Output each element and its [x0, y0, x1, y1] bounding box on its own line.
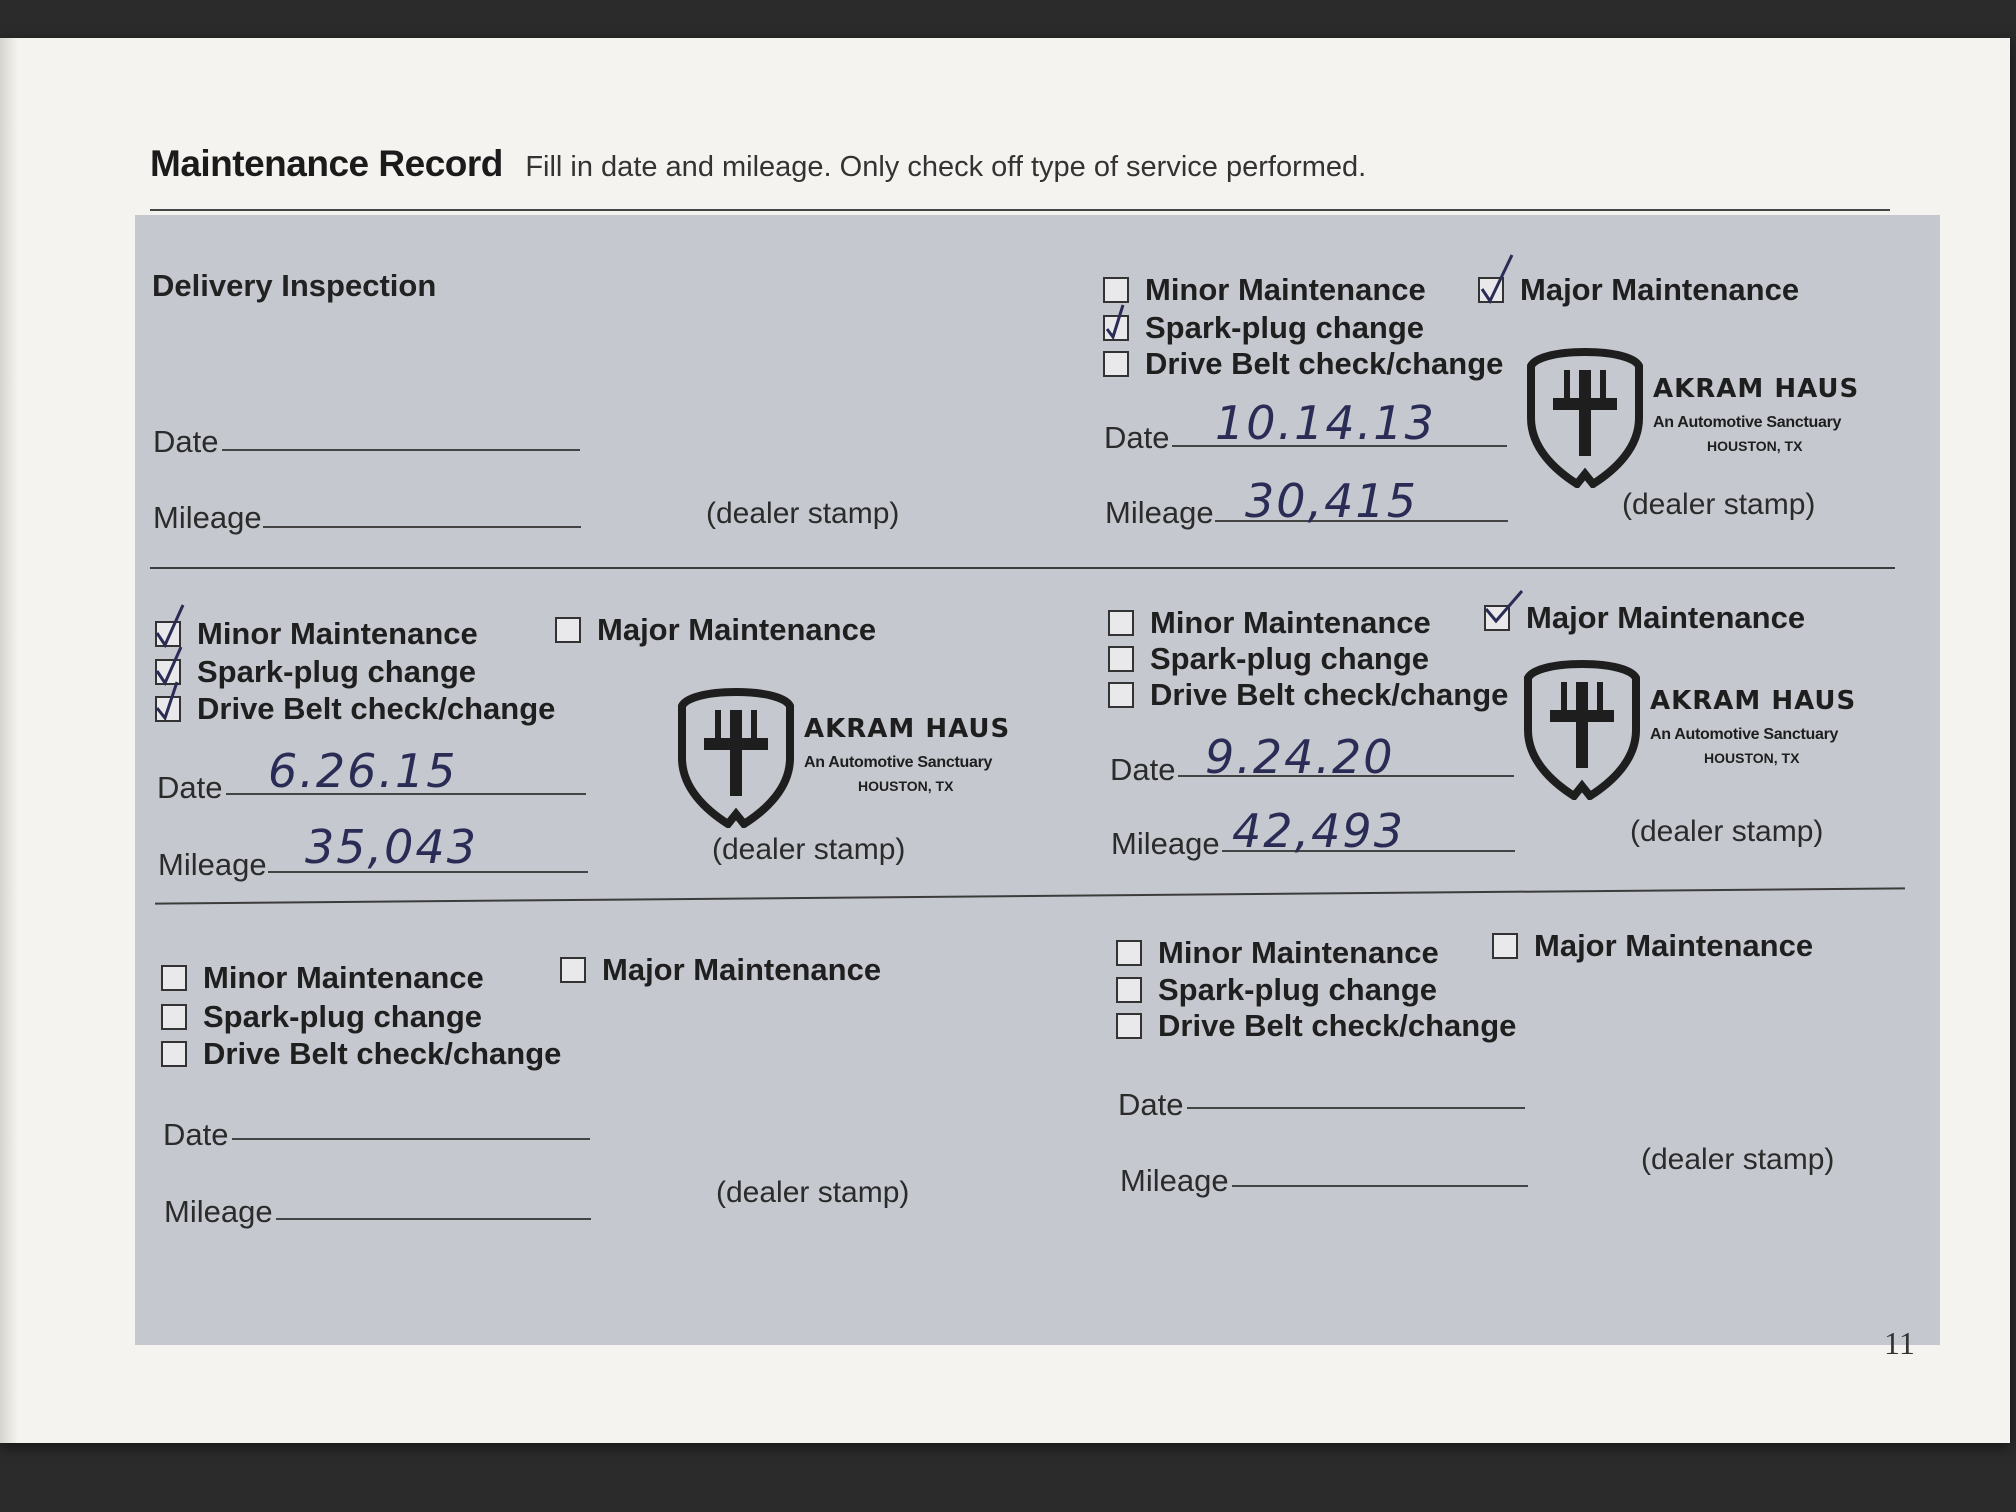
stamp-brand: AKRAM HAUS	[1653, 374, 1860, 404]
row-divider-1	[150, 567, 1895, 569]
check-mark-icon	[153, 678, 197, 726]
checkbox-box	[1116, 977, 1142, 1003]
r5-spark-checkbox[interactable]	[1116, 972, 1437, 1008]
r3-major-checkbox[interactable]	[1484, 600, 1805, 636]
check-mark-icon	[1476, 259, 1520, 307]
r4-minor-checkbox[interactable]	[161, 960, 484, 996]
r1-mileage-value[interactable]: 30,415	[1245, 474, 1418, 528]
r1-dealer-stamp	[1525, 348, 1865, 498]
delivery-dealer-stamp-label: (dealer stamp)	[706, 497, 900, 530]
r4-date-label: Date	[163, 1117, 229, 1152]
stamp-tagline: An Automotive Sanctuary	[804, 754, 993, 771]
check-mark-icon	[1482, 587, 1526, 635]
checkbox-box	[1103, 351, 1129, 377]
r2-dealer-stamp	[676, 688, 1016, 838]
r2-major-checkbox[interactable]	[555, 612, 876, 648]
delivery-inspection-title: Delivery Inspection	[152, 268, 437, 303]
r4-mileage-line	[276, 1218, 591, 1220]
r2-minor-label: Minor Maintenance	[197, 616, 478, 651]
r3-belt-checkbox[interactable]	[1108, 677, 1508, 713]
stamp-location: HOUSTON, TX	[1704, 750, 1800, 766]
r1-minor-checkbox[interactable]	[1103, 272, 1426, 308]
r2-minor-checkbox[interactable]	[155, 616, 478, 652]
r5-major-label: Major Maintenance	[1534, 928, 1814, 963]
r2-mileage-label: Mileage	[158, 847, 267, 882]
page-number: 11	[1884, 1325, 1915, 1361]
r4-belt-checkbox[interactable]	[161, 1036, 561, 1072]
stamp-tagline: An Automotive Sanctuary	[1650, 726, 1839, 743]
delivery-date-label: Date	[153, 424, 219, 459]
r2-dealer-stamp-label: (dealer stamp)	[712, 833, 906, 866]
r4-spark-label: Spark-plug change	[203, 999, 483, 1034]
shield-logo-icon	[1522, 660, 1642, 800]
stamp-location: HOUSTON, TX	[858, 778, 954, 794]
shield-logo-icon	[1525, 348, 1645, 488]
r3-minor-label: Minor Maintenance	[1150, 605, 1431, 640]
header	[150, 143, 1890, 185]
r3-spark-checkbox[interactable]	[1108, 641, 1429, 677]
stamp-tagline: An Automotive Sanctuary	[1653, 414, 1842, 431]
r1-date-value[interactable]: 10.14.13	[1215, 396, 1436, 450]
r2-major-label: Major Maintenance	[597, 612, 877, 647]
delivery-mileage-label: Mileage	[153, 500, 262, 535]
r2-date-label: Date	[157, 770, 223, 805]
checkbox-box	[1484, 605, 1510, 631]
r4-major-checkbox[interactable]	[560, 952, 881, 988]
r3-belt-label: Drive Belt check/change	[1150, 677, 1509, 712]
r5-date-line	[1187, 1107, 1525, 1109]
r1-belt-label: Drive Belt check/change	[1145, 346, 1504, 381]
r2-spark-checkbox[interactable]	[155, 654, 476, 690]
stamp-brand: AKRAM HAUS	[804, 714, 1011, 744]
r3-date-label: Date	[1110, 752, 1176, 787]
checkbox-box	[1492, 933, 1518, 959]
r2-belt-checkbox[interactable]	[155, 691, 555, 727]
r1-dealer-stamp-label: (dealer stamp)	[1622, 488, 1816, 521]
r1-major-label: Major Maintenance	[1520, 272, 1800, 307]
page-gutter	[0, 38, 18, 1443]
r3-spark-label: Spark-plug change	[1150, 641, 1430, 676]
r3-mileage-label: Mileage	[1111, 826, 1220, 861]
r1-spark-label: Spark-plug change	[1145, 310, 1425, 345]
checkbox-box	[1478, 277, 1504, 303]
r1-date-label: Date	[1104, 420, 1170, 455]
checkbox-box	[1116, 940, 1142, 966]
header-divider	[150, 209, 1890, 211]
stamp-brand: AKRAM HAUS	[1650, 686, 1857, 716]
checkbox-box	[555, 617, 581, 643]
checkbox-box	[1108, 682, 1134, 708]
r1-belt-checkbox[interactable]	[1103, 346, 1503, 382]
page-title: Maintenance Record	[150, 143, 503, 184]
r4-belt-label: Drive Belt check/change	[203, 1036, 562, 1071]
r4-dealer-stamp-label: (dealer stamp)	[716, 1176, 910, 1209]
r1-mileage-label: Mileage	[1105, 495, 1214, 530]
r3-mileage-value[interactable]: 42,493	[1232, 804, 1405, 858]
r1-spark-checkbox[interactable]	[1103, 310, 1424, 346]
r5-spark-label: Spark-plug change	[1158, 972, 1438, 1007]
r5-dealer-stamp-label: (dealer stamp)	[1641, 1143, 1835, 1176]
checkbox-box	[1108, 610, 1134, 636]
r3-dealer-stamp	[1522, 660, 1862, 810]
r4-mileage-label: Mileage	[164, 1194, 273, 1229]
r3-date-value[interactable]: 9.24.20	[1205, 730, 1395, 784]
delivery-mileage-line	[263, 526, 581, 528]
checkbox-box	[1116, 1013, 1142, 1039]
instructions: Fill in date and mileage. Only check off type of service performed.	[525, 151, 1367, 183]
r2-mileage-value[interactable]: 35,043	[305, 820, 478, 874]
r4-major-label: Major Maintenance	[602, 952, 882, 987]
delivery-date-line	[222, 449, 580, 451]
r5-mileage-label: Mileage	[1120, 1163, 1229, 1198]
r5-mileage-line	[1232, 1185, 1528, 1187]
r4-minor-label: Minor Maintenance	[203, 960, 484, 995]
r5-belt-label: Drive Belt check/change	[1158, 1008, 1517, 1043]
r3-major-label: Major Maintenance	[1526, 600, 1806, 635]
r2-spark-label: Spark-plug change	[197, 654, 477, 689]
check-mark-icon	[1101, 297, 1145, 345]
r2-belt-label: Drive Belt check/change	[197, 691, 556, 726]
r5-date-label: Date	[1118, 1087, 1184, 1122]
checkbox-box	[155, 696, 181, 722]
r5-minor-label: Minor Maintenance	[1158, 935, 1439, 970]
r5-major-checkbox[interactable]	[1492, 928, 1813, 964]
r4-spark-checkbox[interactable]	[161, 999, 482, 1035]
checkbox-box	[161, 1004, 187, 1030]
stamp-location: HOUSTON, TX	[1707, 438, 1803, 454]
checkbox-box	[161, 965, 187, 991]
checkbox-box	[560, 957, 586, 983]
checkbox-box	[1103, 315, 1129, 341]
checkbox-box	[1108, 646, 1134, 672]
r5-belt-checkbox[interactable]	[1116, 1008, 1516, 1044]
r5-minor-checkbox[interactable]	[1116, 935, 1439, 971]
r4-date-line	[232, 1138, 590, 1140]
r1-minor-label: Minor Maintenance	[1145, 272, 1426, 307]
shield-logo-icon	[676, 688, 796, 828]
checkbox-box	[161, 1041, 187, 1067]
r3-minor-checkbox[interactable]	[1108, 605, 1431, 641]
r3-dealer-stamp-label: (dealer stamp)	[1630, 815, 1824, 848]
r2-date-value[interactable]: 6.26.15	[268, 744, 458, 798]
r1-major-checkbox[interactable]	[1478, 272, 1799, 308]
